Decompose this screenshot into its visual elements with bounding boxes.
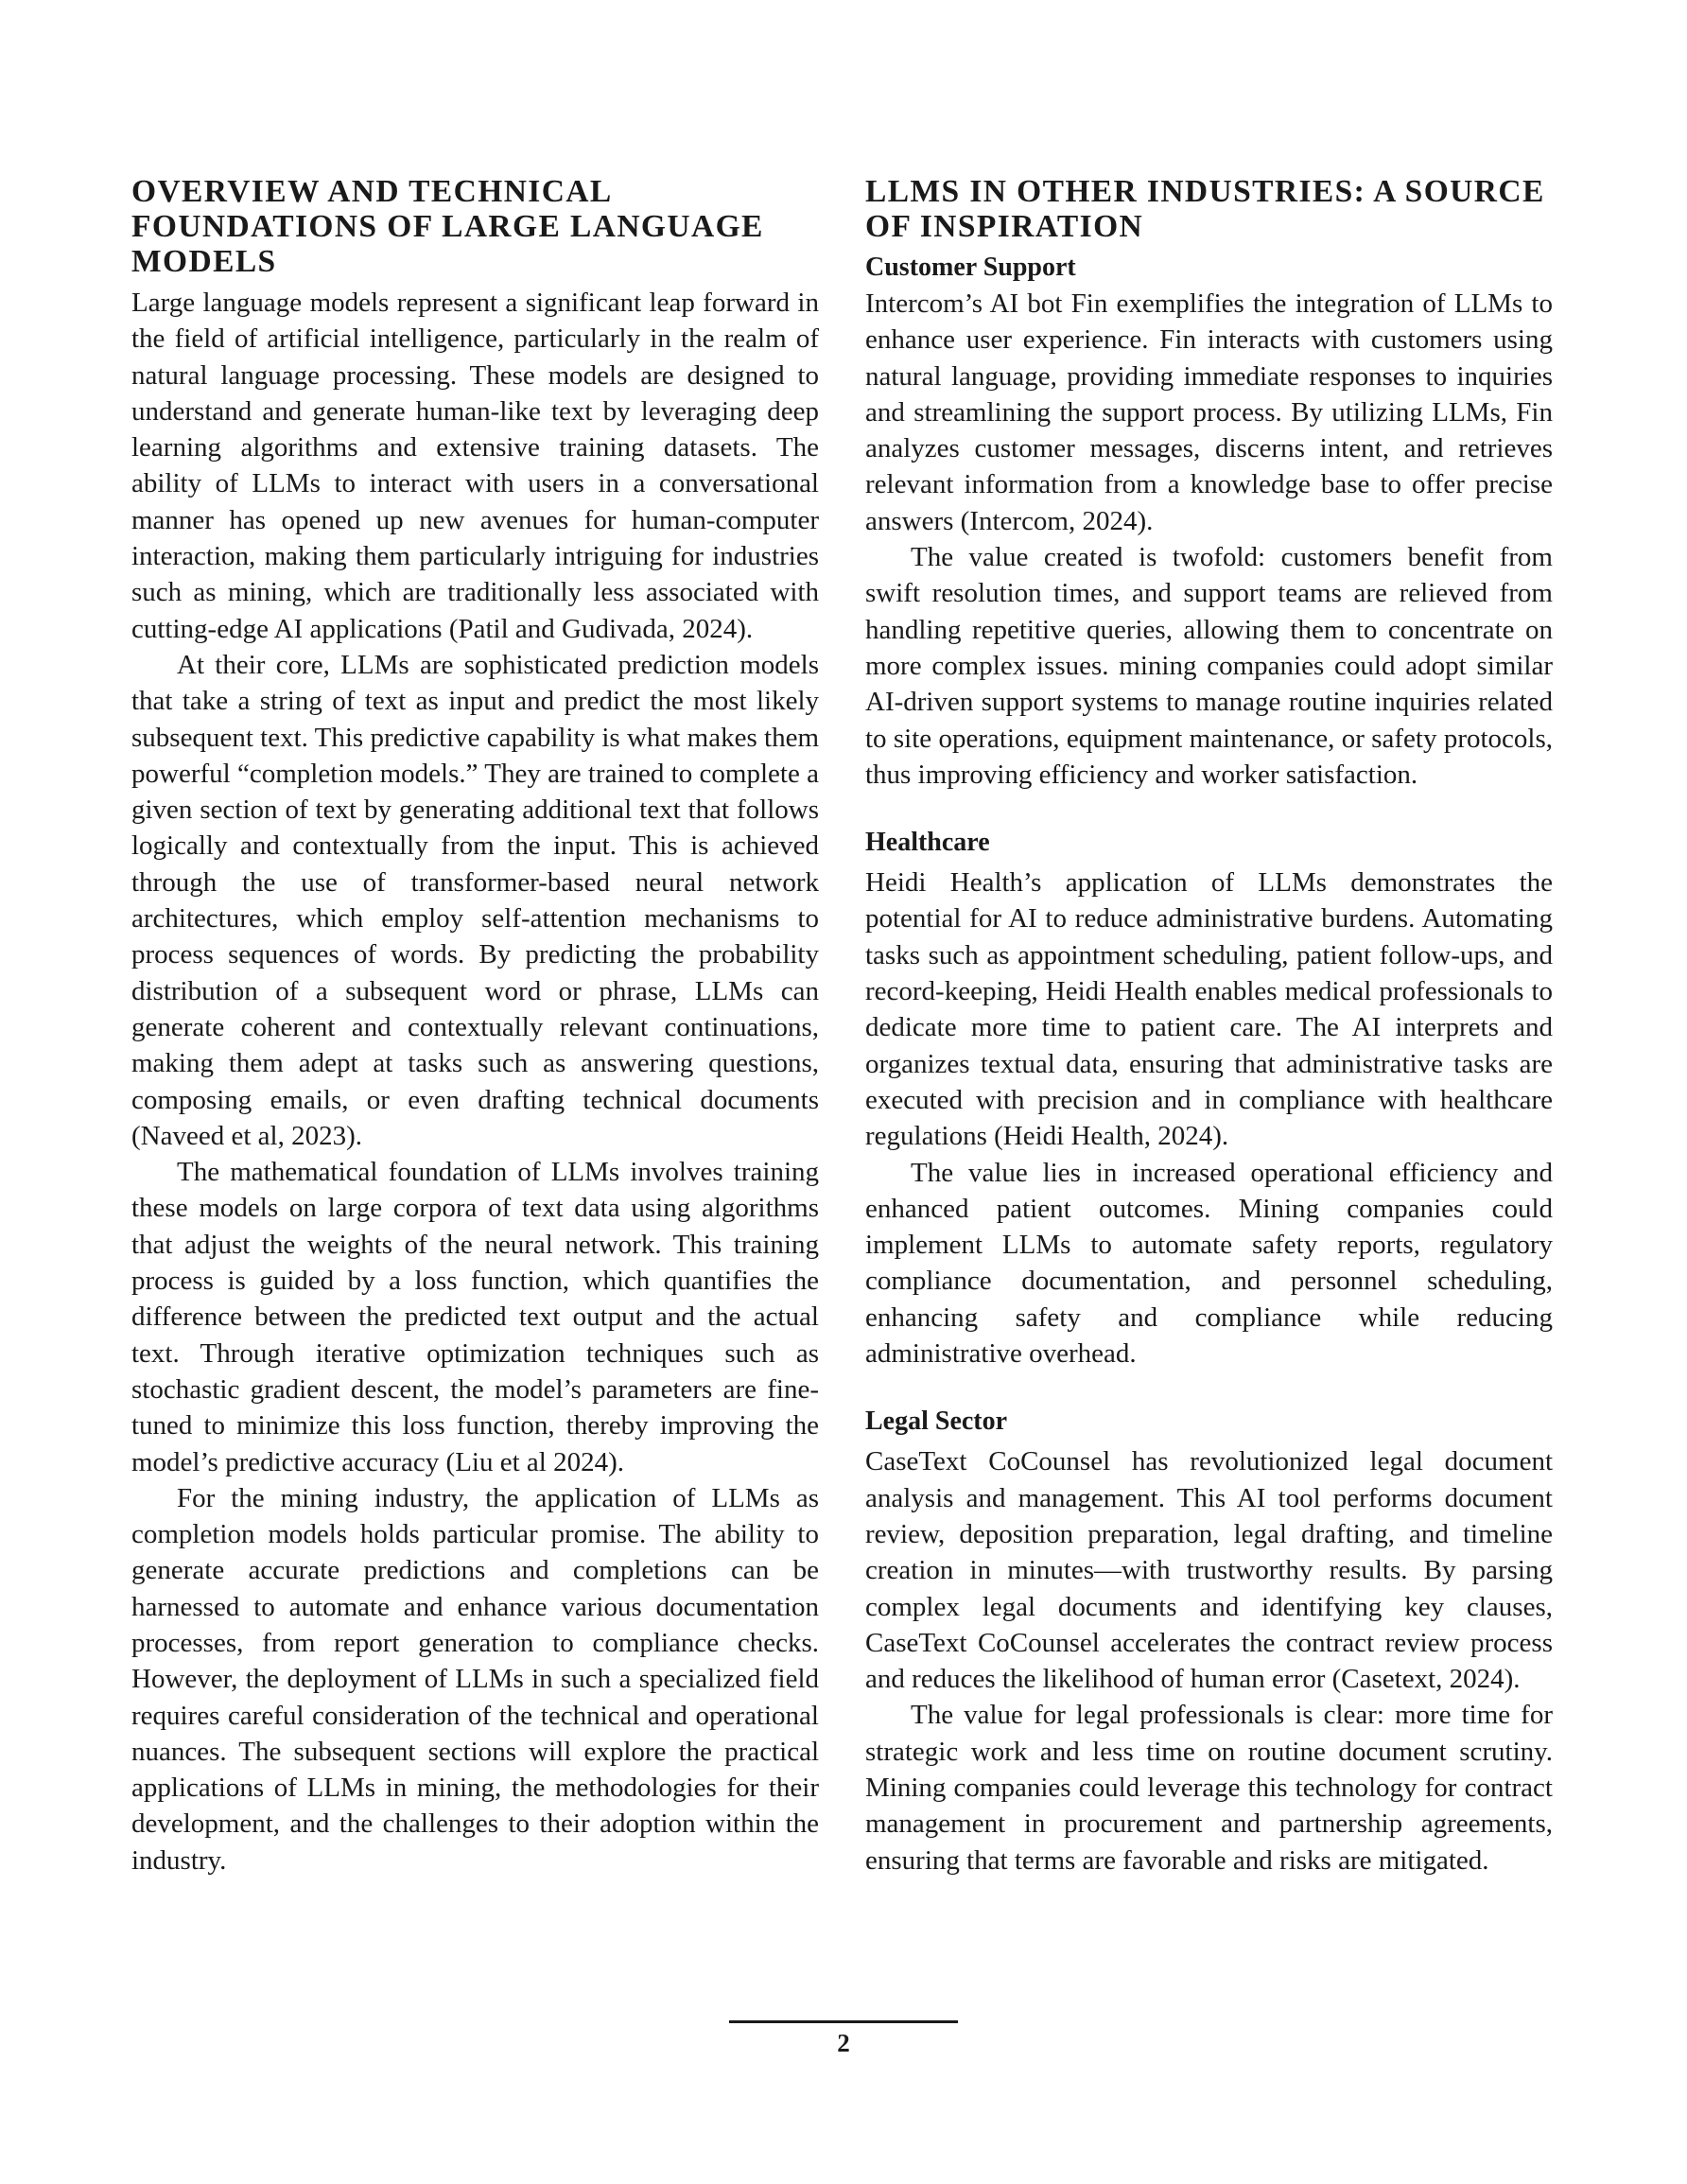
- body-paragraph: Intercom’s AI bot Fin exemplifies the integration of LLMs to enhance user experience. Fin interacts with customers using natural language, providing immediate responses to inquiries and streamlining the support process. By utilizing LLMs, Fin analyzes customer messages, discerns intent, and retrieves relevant information from a knowledge base to offer precise answers (Intercom, 2024).: [865, 288, 1553, 536]
- section-title-other-industries: LLMS IN OTHER INDUSTRIES: A SOURCE OF INSPIRATION: [865, 174, 1545, 244]
- body-paragraph: The value for legal professionals is clear: more time for strategic work and less time on routine document scrutiny. Mining companies could leverage this technology for contract management in procurement and partnership agreements, ensuring that terms are favorable and risks are mitigated.: [865, 1700, 1553, 1876]
- body-paragraph: At their core, LLMs are sophisticated prediction models that take a string of text as input and predict the most likely subsequent text. This predictive capability is what makes them powerful “completion models.” They are trained to complete a given section of text by generating additional text that follows logically and contextually from the input. This is achieved through the use of transformer-based neural network architectures, which employ self-attention mechanisms to process sequences of words. By predicting the probability distribution of a subsequent word or phrase, LLMs can generate coherent and contextually relevant continuations, making them adept at tasks such as answering questions, composing emails, or even drafting technical documents (Naveed et al, 2023).: [131, 649, 819, 1151]
- left-column: [131, 174, 819, 1878]
- subheading-customer-support: Customer Support: [865, 253, 1076, 282]
- body-paragraph: The value created is twofold: customers benefit from swift resolution times, and support teams are relieved from handling repetitive queries, allowing them to concentrate on more complex issues. mining companies could adopt similar AI-driven support systems to manage routine inquiries related to site operations, equipment maintenance, or safety protocols, thus improving efficiency and worker satisfaction.: [865, 542, 1553, 790]
- body-paragraph: For the mining industry, the application of LLMs as completion models holds particular promise. The ability to generate accurate predictions and completions can be harnessed to automate and enhance various documentation processes, from report generation to compliance checks. However, the deployment of LLMs in such a specialized field requires careful consideration of the technical and operational nuances. The subsequent sections will explore the practical applications of LLMs in mining, the methodologies for their development, and the challenges to their adoption within the industry.: [131, 1482, 819, 1876]
- right-column: [865, 174, 1553, 1878]
- body-paragraph: Large language models represent a significant leap forward in the field of artificial intelligence, particularly in the realm of natural language processing. These models are designed to understand and generate human-like text by leveraging deep learning algorithms and extensive training datasets. The ability of LLMs to interact with users in a conversational manner has opened up new avenues for human-computer interaction, making them particularly intriguing for industries such as mining, which are traditionally less associated with cutting-edge AI applications (Patil and Gudivada, 2024).: [131, 288, 819, 644]
- body-paragraph: CaseText CoCounsel has revolutionized legal document analysis and management. This AI tool performs document review, deposition preparation, legal drafting, and timeline creation in minutes—with trustworthy results. By parsing complex legal documents and identifying key clauses, CaseText CoCounsel accelerates the contract review process and reduces the likelihood of human error (Casetext, 2024).: [865, 1446, 1553, 1695]
- page-number: 2: [837, 2029, 850, 2057]
- section-title-overview: OVERVIEW AND TECHNICAL FOUNDATIONS OF LARGE LANGUAGE MODELS: [131, 174, 764, 279]
- subheading-legal-sector: Legal Sector: [865, 1406, 1008, 1437]
- body-paragraph: The value lies in increased operational efficiency and enhanced patient outcomes. Mining companies could implement LLMs to automate safety reports, regulatory compliance documentation, and personnel scheduling, enhancing safety and compliance while reducing administrative overhead.: [865, 1157, 1553, 1370]
- subheading-healthcare: Healthcare: [865, 828, 990, 858]
- footer-rule: [729, 2020, 958, 2023]
- body-paragraph: The mathematical foundation of LLMs involves training these models on large corpora of text data using algorithms that adjust the weights of the neural network. This training process is guided by a loss function, which quantifies the difference between the predicted text output and the actual text. Through iterative optimization techniques such as stochastic gradient descent, the model’s parameters are fine-tuned to minimize this loss function, thereby improving the model’s predictive accuracy (Liu et al 2024).: [131, 1157, 819, 1477]
- body-paragraph: Heidi Health’s application of LLMs demonstrates the potential for AI to reduce administrative burdens. Automating tasks such as appointment scheduling, patient follow-ups, and record-keeping, Heidi Health enables medical professionals to dedicate more time to patient care. The AI interprets and organizes textual data, ensuring that administrative tasks are executed with precision and in compliance with healthcare regulations (Heidi Health, 2024).: [865, 867, 1553, 1152]
